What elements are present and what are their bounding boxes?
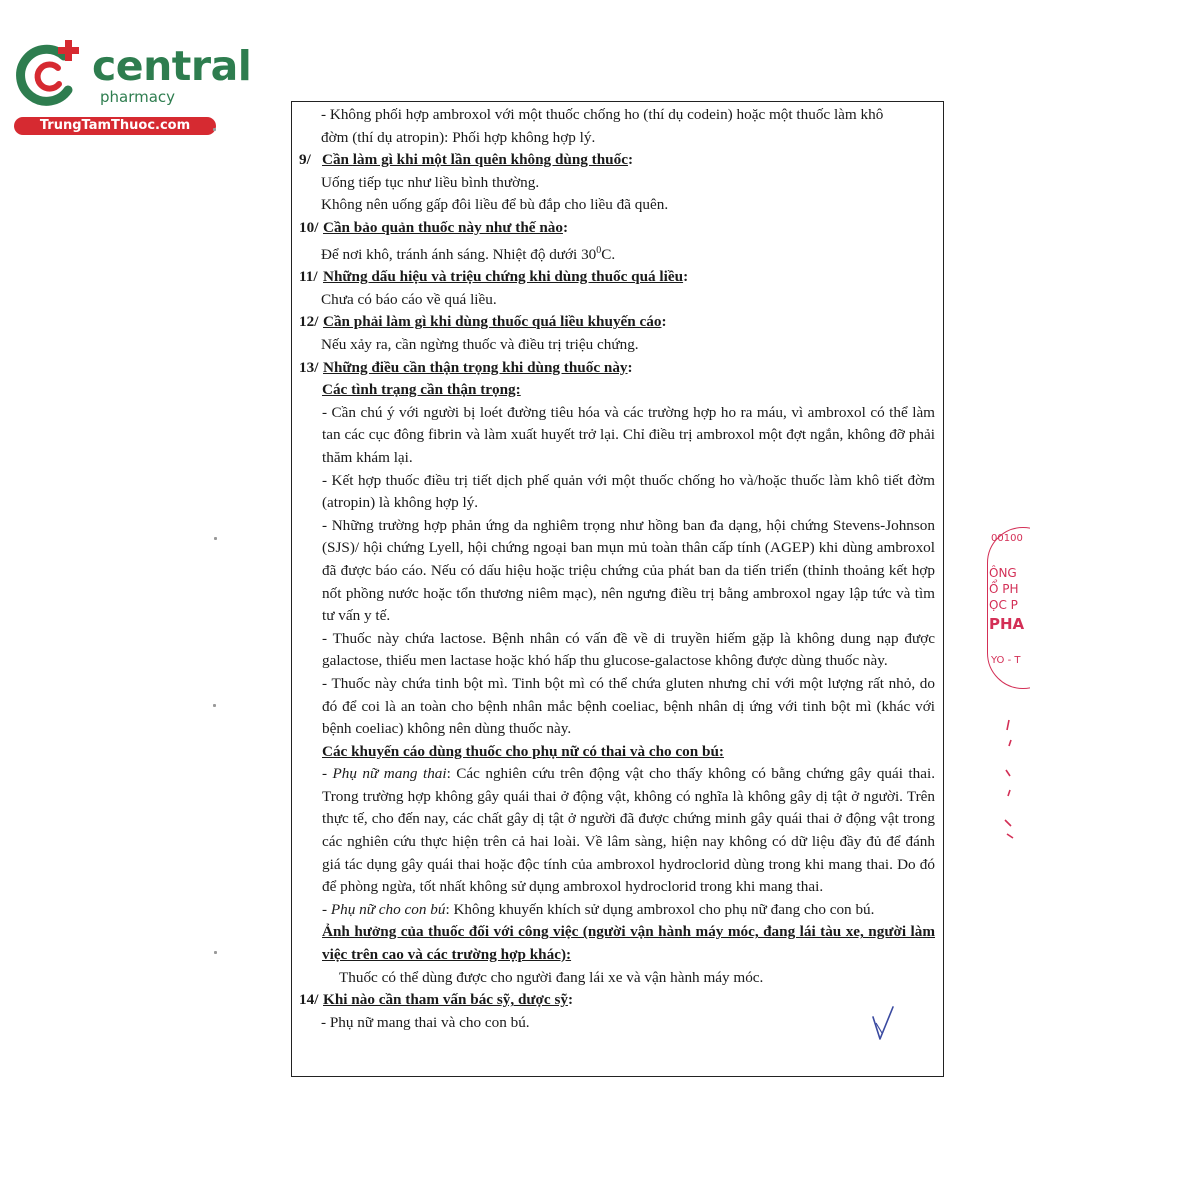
red-stamp [985,525,1030,845]
section-13-heading: 13/ Những điều cần thận trọng khi dùng thuốc này: [299,358,633,376]
intro-line-1: - Không phối hợp ambroxol với một thuốc chống ho (thí dụ codein) hoặc một thuốc làm khô [321,106,884,123]
scan-speck [213,704,216,707]
pregnancy-subheading: Các khuyến cáo dùng thuốc cho phụ nữ có thai và cho con bú: [322,742,724,760]
stamp-text-3: YO - T [991,655,1021,666]
work-effect-subheading: Ảnh hưởng của thuốc đối với công việc (người vận hành máy móc, đang lái tàu xe, người làm việc trên cao và các trường hợp khác): [322,923,935,964]
section-10-heading: 10/ Cần bảo quản thuốc này như thế nào: [299,218,569,236]
central-pharmacy-logo-icon [12,38,86,112]
section-14-heading: 14/ Khi nào cần tham vấn bác sỹ, dược sỹ: [299,991,574,1009]
caution-subheading: Các tình trạng cần thận trọng: [322,381,521,399]
stamp-signature-marks [1001,710,1015,840]
work-effect-text: Thuốc có thể dùng được cho người đang lái xe và vận hành máy móc. [339,968,764,986]
logo-name: central [92,42,252,90]
stamp-text-1: ÔNG Ổ PH ỌC P [989,566,1019,612]
scan-speck [213,128,216,131]
logo-website: TrungTamThuoc.com [14,117,216,135]
stamp-text-2: PHA [989,615,1025,633]
scan-speck [214,537,217,540]
pregnancy-paragraph: - Phụ nữ mang thai: Các nghiên cứu trên động vật cho thấy không có bằng chứng gây quái thai. Trong trường hợp không gây quái thai ở động vật, không có nghĩa là không gây dị tật ở người. Trên thực tế, cho đến nay, các chất gây dị tật ở người đã được chứng minh gây quái thai ở động vật trong các nghiên cứu thực hiện trên cả hai loài. Về lâm sàng, hiện nay không có dữ liệu đầy đủ để đánh giá tác dụng gây quái thai hoặc độc tính của ambroxol hydroclorid dùng trong khi mang thai. Do đó để phòng ngừa, tốt nhất không sử dụng ambroxol hydroclorid trong khi mang thai. [322,765,936,896]
pharmacy-logo [8,34,252,139]
caution-paragraph-2: - Kết hợp thuốc điều trị tiết dịch phế quản với một thuốc chống ho và/hoặc thuốc làm khô tiết đờm (atropin) là không hợp lý. [322,471,935,512]
stamp-code: 00100 [991,533,1023,544]
intro-line-2: đờm (thí dụ atropin): Phối hợp không hợp lý. [321,128,596,146]
caution-paragraph-1: - Cần chú ý với người bị loét đường tiêu hóa và các trường hợp ho ra máu, vì ambroxol có thể làm tan các cục đông fibrin và làm xuất huyết trở lại. Chỉ điều trị ambroxol một đợt ngắn, không đỡ phải thăm khám lại. [322,403,935,466]
section-9-heading: 9/ Cần làm gì khi một lần quên không dùng thuốc: [299,151,634,169]
scan-speck [214,951,217,954]
section-11-heading: 11/ Những dấu hiệu và triệu chứng khi dùng thuốc quá liều: [299,268,689,286]
section-11-text: Chưa có báo cáo về quá liều. [321,290,497,308]
section-12-text: Nếu xảy ra, cần ngừng thuốc và điều trị triệu chứng. [321,336,639,353]
section-9-text-2: Không nên uống gấp đôi liều để bù đắp cho liều đã quên. [321,196,669,214]
handwritten-checkmark-icon [871,1003,895,1043]
caution-paragraph-4: - Thuốc này chứa lactose. Bệnh nhân có vấn đề về di truyền hiếm gặp là không dung nạp được galactose, thiếu men lactase hoặc khó hấp thu glucose-galactose không được dùng thuốc này. [322,629,935,670]
section-10-text: Để nơi khô, tránh ánh sáng. Nhiệt độ dưới $30^0C$. [321,244,616,263]
caution-paragraph-3: - Những trường hợp phản ứng da nghiêm trọng như hồng ban đa dạng, hội chứng Stevens-Johnson (SJS)/ hội chứng Lyell, hội chứng ngoại ban mụn mủ toàn thân cấp tính (AGEP) khi dùng ambroxol đã được báo cáo. Nếu có dấu hiệu hoặc triệu chứng của phát ban da tiến triển (thỉnh thoảng kết hợp nốt phồng nước hoặc tổn thương niêm mạc), nên ngưng điều trị bằng ambroxol ngay lập tức và tìm tư vấn y tế. [322,516,935,625]
document-page [291,101,944,1077]
section-9-text-1: Uống tiếp tục như liều bình thường. [321,173,540,191]
caution-paragraph-5: - Thuốc này chứa tinh bột mì. Tinh bột mì có thể chứa gluten nhưng chỉ với một lượng rất nhỏ, do đó để coi là an toàn cho bệnh nhân mắc bệnh coeliac, bệnh nhân dị ứng với tinh bột mì (khác với bệnh coeliac) không nên dùng thuốc này. [322,674,935,738]
logo-subtitle: pharmacy [100,88,176,106]
breastfeeding-paragraph: - Phụ nữ cho con bú: Không khuyến khích sử dụng ambroxol cho phụ nữ đang cho con bú. [322,900,875,918]
section-12-heading: 12/ Cần phải làm gì khi dùng thuốc quá liều khuyến cáo: [299,313,667,331]
section-14-item-1: - Phụ nữ mang thai và cho con bú. [321,1013,530,1031]
